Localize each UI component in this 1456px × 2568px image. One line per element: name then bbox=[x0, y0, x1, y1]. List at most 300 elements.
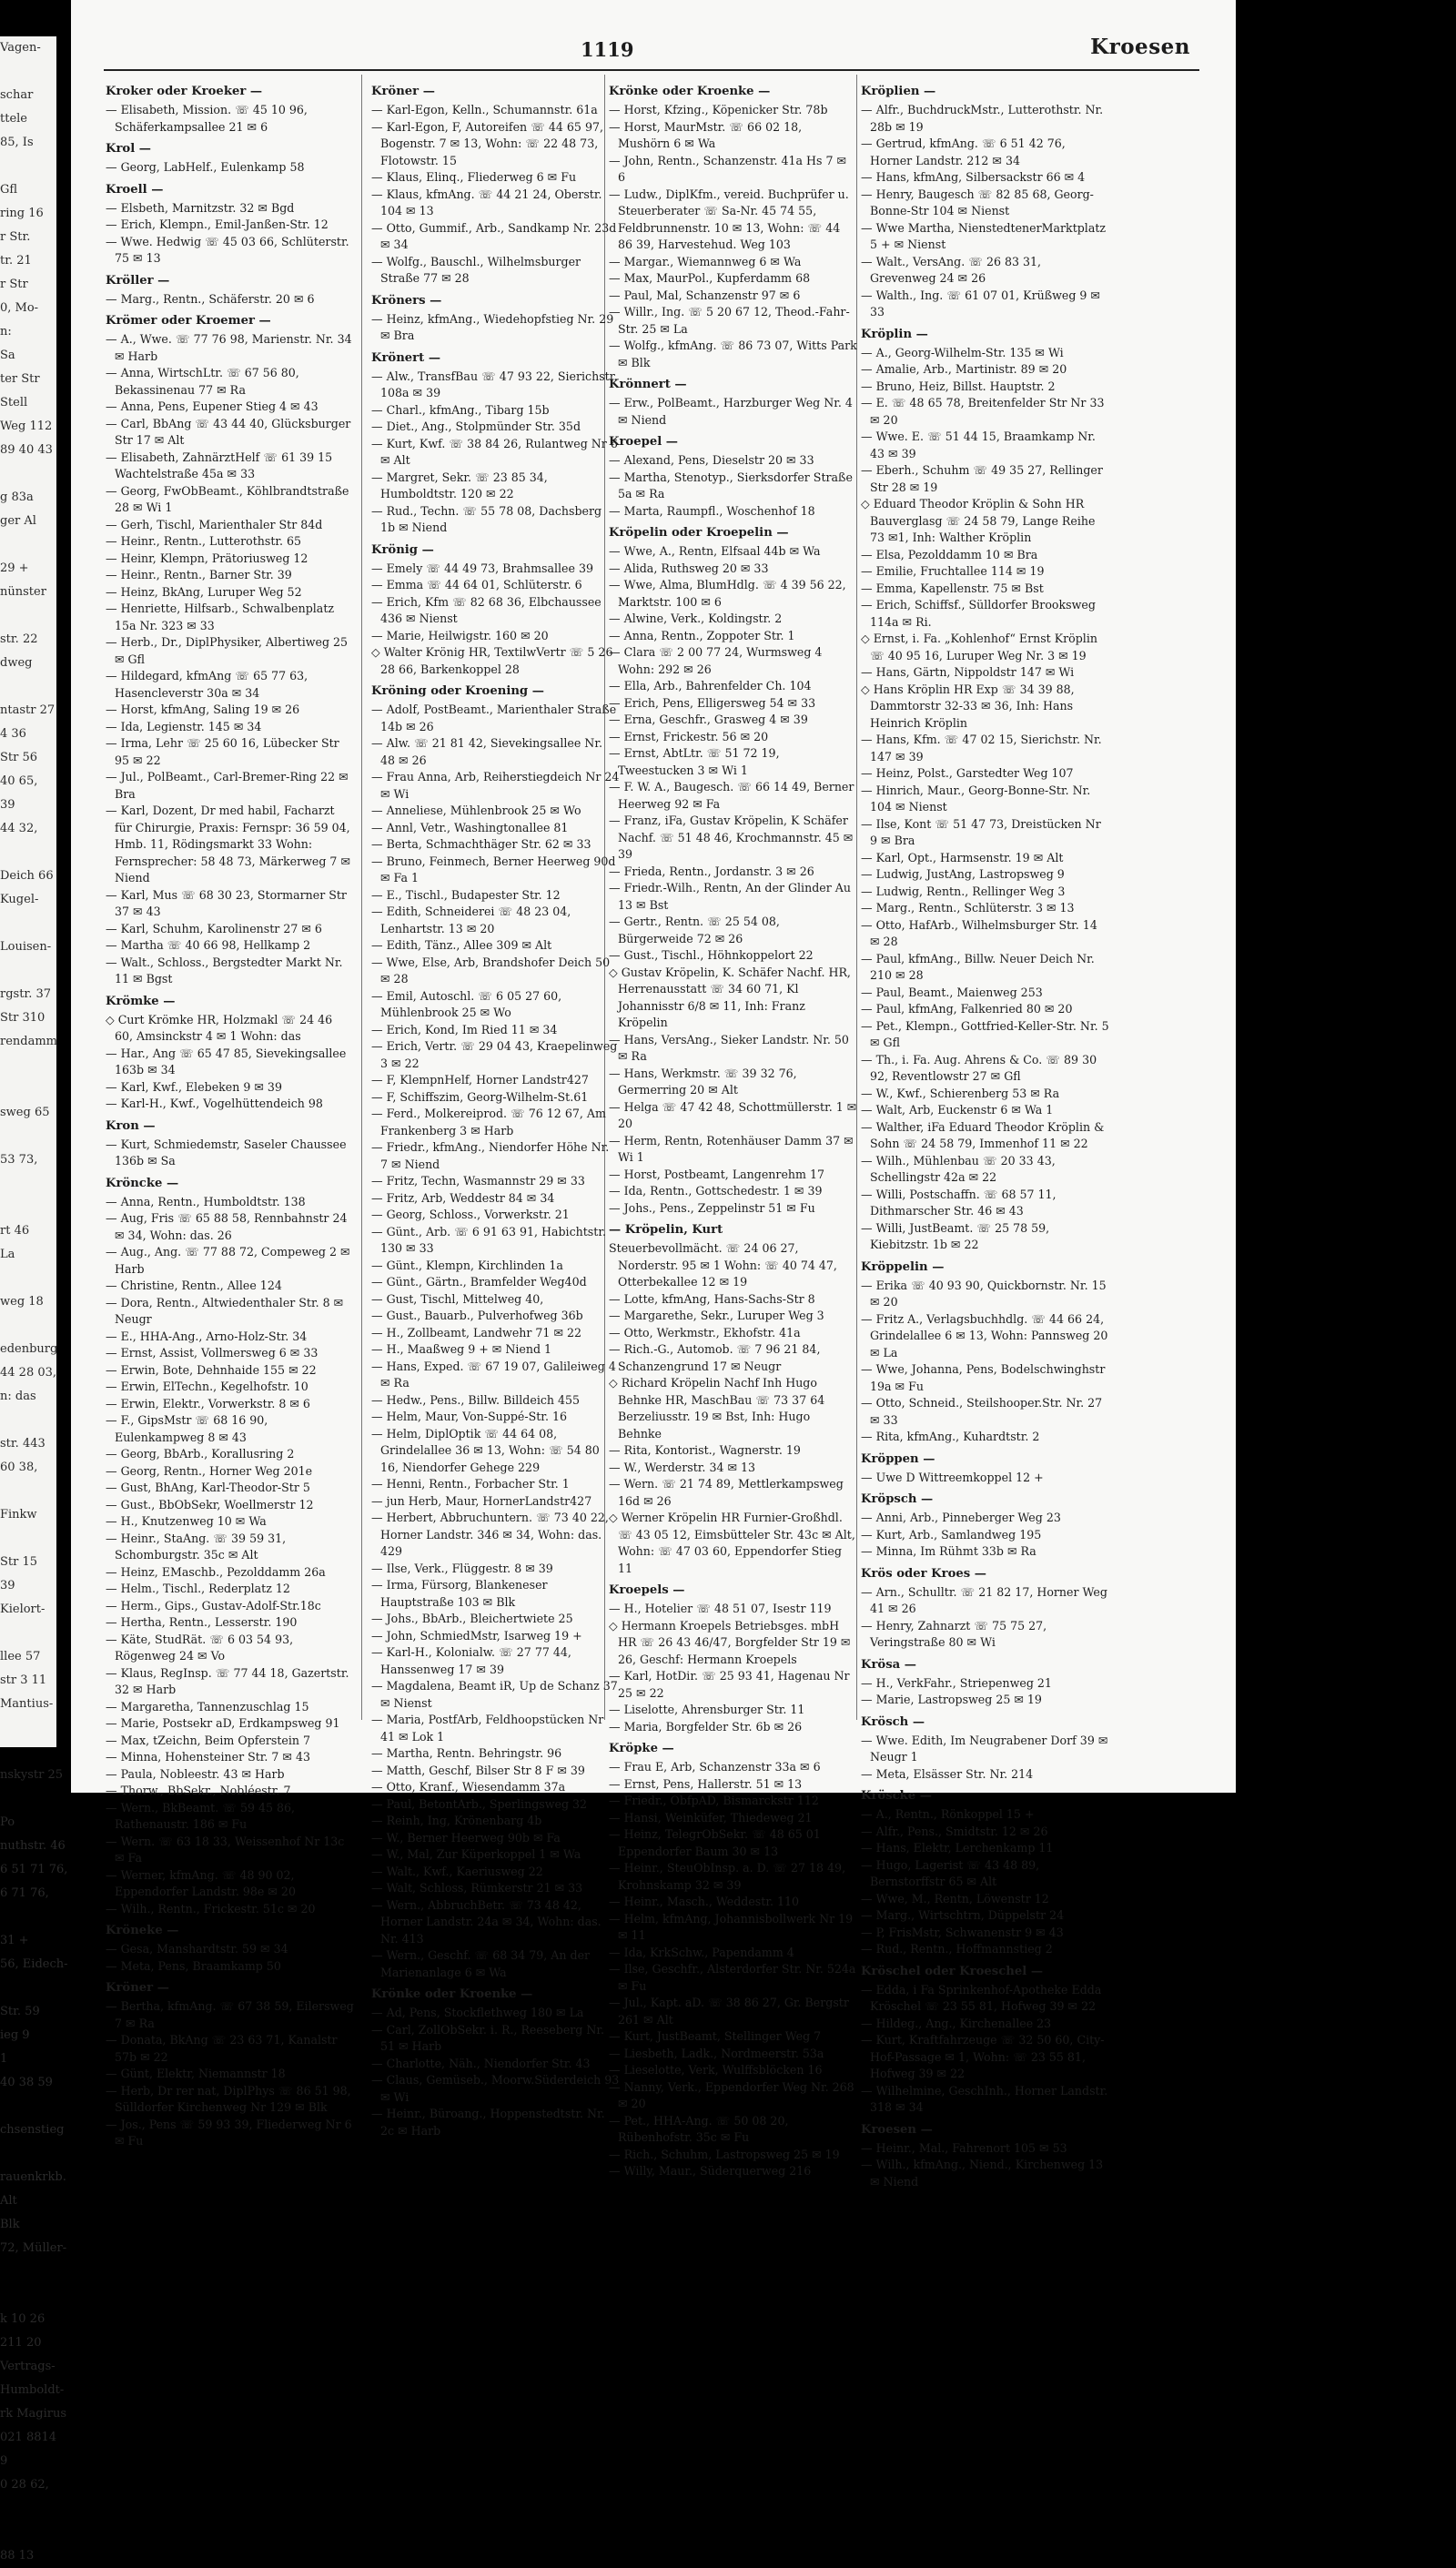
directory-entry: — Günt., Klempn, Kirchlinden 1a bbox=[371, 1258, 563, 1272]
adjacent-page-fragment: Humboldt- bbox=[0, 2383, 65, 2397]
directory-entry: — Lieselotte, Verk, Wulffsblöcken 16 bbox=[609, 2063, 823, 2077]
adjacent-page-fragment: 4 36 bbox=[0, 727, 26, 741]
directory-entry: — Erw., PolBeamt., Harzburger Weg Nr. 4 ✉ Niend bbox=[609, 396, 853, 427]
adjacent-page-fragment: Kugel- bbox=[0, 893, 39, 906]
directory-entry: — Henriette, Hilfsarb., Schwalbenplatz 15a Nr. 323 ✉ 33 bbox=[106, 602, 335, 632]
directory-entry: — Willi, Postschaffn. ☏ 68 57 11, Dithmarscher Str. 46 ✉ 43 bbox=[861, 1187, 1057, 1218]
directory-entry: — Johs., BbArb., Bleichertwiete 25 bbox=[371, 1612, 573, 1625]
directory-entry: — Otto, Gummif., Arb., Sandkamp Nr. 23d ✉ 34 bbox=[371, 220, 617, 251]
directory-entry: — Ernst, Assist, Vollmersweg 6 ✉ 33 bbox=[106, 1346, 318, 1360]
directory-entry: — Anna, Rentn., Zoppoter Str. 1 bbox=[609, 628, 795, 642]
adjacent-page-fragment: 6 71 76, bbox=[0, 1886, 49, 1900]
adjacent-page-fragment: 60 38, bbox=[0, 1461, 38, 1474]
directory-entry: — Gerh, Tischl, Marienthaler Str 84d bbox=[106, 517, 323, 531]
directory-entry: — Liselotte, Ahrensburger Str. 11 bbox=[609, 1703, 805, 1716]
directory-entry: — Heinr., Büroang., Hoppenstedtstr. Nr. 2c ✉ Harb bbox=[371, 2107, 605, 2138]
adjacent-page-fragment: Gfl bbox=[0, 183, 18, 197]
directory-entry: ◇ Hermann Kroepels Betriebsges. mbH HR ☏ 26 43 46/47, Borgfelder Str 19 ✉ 26, Geschf: Hermann Kroepels bbox=[609, 1618, 851, 1666]
directory-entry: — Ilse, Verk., Flüggestr. 8 ✉ 39 bbox=[371, 1561, 553, 1575]
directory-entry: — Berta, Schmachthäger Str. 62 ✉ 33 bbox=[371, 837, 592, 851]
surname-heading: Kröner — bbox=[106, 1981, 169, 1995]
surname-heading: Krös oder Kroes — bbox=[861, 1566, 986, 1581]
directory-entry: — Hans, VersAng., Sieker Landstr. Nr. 50 ✉ Ra bbox=[609, 1032, 849, 1063]
adjacent-page-fragment: Weg 112 bbox=[0, 420, 53, 433]
directory-entry: — Wilh., Mühlenbau ☏ 20 33 43, Schellingstr 42a ✉ 22 bbox=[861, 1153, 1056, 1184]
directory-entry: — Walt., VersAng. ☏ 26 83 31, Grevenweg 24 ✉ 26 bbox=[861, 254, 1042, 285]
directory-entry: ◇ Richard Kröpelin Nachf Inh Hugo Behnke HR, MaschBau ☏ 73 37 64 Berzeliusstr. 19 ✉ Bst, Inh: Hugo Behnke bbox=[609, 1376, 825, 1441]
adjacent-page-fragment: Blk bbox=[0, 2218, 20, 2231]
directory-entry: — Günt., Gärtn., Bramfelder Weg40d bbox=[371, 1275, 587, 1289]
directory-entry: — Otto, HafArb., Wilhelmsburger Str. 14 ✉ 28 bbox=[861, 917, 1097, 948]
directory-entry: — Wilh., kfmAng., Niend., Kirchenweg 13 ✉ Niend bbox=[861, 2158, 1104, 2189]
directory-entry: — Helm, kfmAng, Johannisbollwerk Nr 19 ✉ 11 bbox=[609, 1911, 854, 1942]
adjacent-page-fragment: rgstr. 37 bbox=[0, 987, 52, 1001]
directory-entry: — Kurt, Arb., Samlandweg 195 bbox=[861, 1527, 1042, 1542]
directory-entry: — Alw., TransfBau ☏ 47 93 22, Sierichstr. 108a ✉ 39 bbox=[371, 369, 618, 399]
directory-entry: — P, FrisMstr, Schwanenstr 9 ✉ 43 bbox=[861, 1925, 1064, 1939]
directory-entry: — Ilse, Geschfr., Alsterdorfer Str. Nr. 524a ✉ Fu bbox=[609, 1962, 856, 1993]
directory-entry: — Dora, Rentn., Altwiedenthaler Str. 8 ✉ Neugr bbox=[106, 1295, 344, 1326]
directory-entry: — Aug., Ang. ☏ 77 88 72, Compeweg 2 ✉ Harb bbox=[106, 1245, 350, 1276]
directory-entry: — Edda, i Fa Sprinkenhof-Apotheke Edda Kröschel ☏ 23 55 81, Hofweg 39 ✉ 22 bbox=[861, 1982, 1102, 2013]
directory-column-2 bbox=[371, 78, 620, 2138]
directory-entry: — Gertr., Rentn. ☏ 25 54 08, Bürgerweide 72 ✉ 26 bbox=[609, 915, 780, 945]
surname-heading: Krösch — bbox=[861, 1714, 925, 1729]
directory-entry: — Annl, Vetr., Washingtonallee 81 bbox=[371, 820, 569, 834]
directory-entry: — Wilh., Rentn., Frickestr. 51c ✉ 20 bbox=[106, 1901, 316, 1916]
directory-entry: — Wern., BkBeamt. ☏ 59 45 86, Rathenaustr. 186 ✉ Fu bbox=[106, 1800, 296, 1831]
directory-entry: — Charlotte, Näh., Niendorfer Str. 43 bbox=[371, 2056, 591, 2070]
directory-entry: — Rud., Techn. ☏ 55 78 08, Dachsberg 1b ✉ Niend bbox=[371, 503, 602, 534]
directory-entry: — Eberh., Schuhm ☏ 49 35 27, Rellinger Str 28 ✉ 19 bbox=[861, 463, 1103, 494]
directory-entry: — Rita, Kontorist., Wagnerstr. 19 bbox=[609, 1443, 801, 1457]
directory-entry: — Kurt, Schmiedemstr, Saseler Chaussee 136b ✉ Sa bbox=[106, 1137, 347, 1168]
directory-entry: — Emilie, Fruchtallee 114 ✉ 19 bbox=[861, 564, 1045, 578]
directory-entry: — Walt, Arb, Euckenstr 6 ✉ Wa 1 bbox=[861, 1103, 1054, 1117]
adjacent-page-fragment: 021 8814 bbox=[0, 2431, 57, 2444]
directory-entry: — Karl, Mus ☏ 68 30 23, Stormarner Str 37 ✉ 43 bbox=[106, 887, 347, 918]
directory-entry: — Kurt, Kwf. ☏ 38 84 26, Rulantweg Nr 6 ✉ Alt bbox=[371, 436, 618, 467]
surname-heading: Kroesen — bbox=[861, 2122, 933, 2137]
directory-entry: — Friedr.-Wilh., Rentn, An der Glinder Au 13 ✉ Bst bbox=[609, 881, 851, 912]
directory-entry: — Wwe, Else, Arb, Brandshofer Deich 50 ✉ 28 bbox=[371, 955, 611, 986]
directory-entry: — Elisabeth, Mission. ☏ 45 10 96, Schäferkampsallee 21 ✉ 6 bbox=[106, 103, 308, 134]
surname-heading: Kröncke — bbox=[106, 1176, 179, 1190]
adjacent-page-fragment bbox=[0, 1054, 56, 1077]
adjacent-page-fragment: str 3 11 bbox=[0, 1673, 47, 1687]
adjacent-page-fragment bbox=[0, 60, 56, 84]
directory-entry: — Heinr, Klempn, Prätoriusweg 12 bbox=[106, 551, 308, 565]
directory-entry: — Rud., Rentn., Hoffmannstieg 2 bbox=[861, 1942, 1053, 1956]
directory-entry: — Georg, Schloss., Vorwerkstr. 21 bbox=[371, 1208, 570, 1221]
directory-entry: — Bertha, kfmAng. ☏ 67 38 59, Eilersweg 7 ✉ Ra bbox=[106, 1999, 354, 2030]
directory-entry: — Matth, Geschf, Bilser Str 8 F ✉ 39 bbox=[371, 1763, 585, 1777]
adjacent-page-fragment: r Str. bbox=[0, 230, 31, 244]
adjacent-page-fragment: str. 22 bbox=[0, 632, 38, 646]
adjacent-page-fragment: weg 18 bbox=[0, 1295, 44, 1309]
directory-entry: — Maria, PostfArb, Feldhoopstücken Nr 41 ✉ Lok 1 bbox=[371, 1713, 604, 1744]
directory-entry: — Martha ☏ 40 66 98, Hellkamp 2 bbox=[106, 938, 311, 952]
directory-entry: — Har., Ang ☏ 65 47 85, Sievekingsallee 163b ✉ 34 bbox=[106, 1046, 347, 1077]
adjacent-page-fragment: 0 28 62, bbox=[0, 2478, 49, 2492]
directory-entry: — Ludw., DiplKfm., vereid. Buchprüfer u. Steuerberater ☏ Sa-Nr. 45 74 55, Feldbrunnenstr. 10 ✉ 13, Wohn: ☏ 44 86 39, Harvestehud. Weg 103 bbox=[609, 187, 849, 251]
directory-entry: — Claus, Gemüseb., Moorw.Süderdeich 93 ✉ Wi bbox=[371, 2073, 620, 2104]
page-number: 1119 bbox=[581, 38, 634, 61]
directory-entry: — Heinr., Rentn., Barner Str. 39 bbox=[106, 568, 292, 581]
directory-entry: — Johs., Pens., Zeppelinstr 51 ✉ Fu bbox=[609, 1200, 815, 1215]
adjacent-page-fragment: edenburg bbox=[0, 1342, 58, 1356]
directory-entry: — Horst, Kfzing., Köpenicker Str. 78b bbox=[609, 103, 828, 116]
directory-entry: — Paul, kfmAng, Falkenried 80 ✉ 20 bbox=[861, 1002, 1073, 1016]
directory-entry: — Heinz, BkAng, Luruper Weg 52 bbox=[106, 584, 302, 599]
directory-entry: — Walth., Ing. ☏ 61 07 01, Krüßweg 9 ✉ 33 bbox=[861, 288, 1100, 318]
directory-entry: — Rich., Schuhm, Lastropsweg 25 ✉ 19 bbox=[609, 2147, 840, 2161]
directory-entry: — Walt, Schloss, Rümkerstr 21 ✉ 33 bbox=[371, 1881, 583, 1895]
directory-entry: — Minna, Im Rühmt 33b ✉ Ra bbox=[861, 1544, 1036, 1558]
surname-heading: Kröscke — bbox=[861, 1789, 932, 1803]
directory-entry: — Jul., Kapt. aD. ☏ 38 86 27, Gr. Bergstr 261 ✉ Alt bbox=[609, 1996, 849, 2027]
directory-entry: — Elisabeth, ZahnärztHelf ☏ 61 39 15 Wachtelstraße 45a ✉ 33 bbox=[106, 450, 333, 480]
directory-entry: — Ida, KrkSchw., Papendamm 4 bbox=[609, 1945, 794, 1959]
adjacent-page-fragment bbox=[0, 959, 56, 983]
directory-entry: — Frau Anna, Arb, Reiherstiegdeich Nr 24 ✉ Wi bbox=[371, 770, 620, 801]
directory-entry: — Marta, Raumpfl., Woschenhof 18 bbox=[609, 503, 815, 518]
directory-entry: — Herm, Rentn, Rotenhäuser Damm 37 ✉ Wi 1 bbox=[609, 1133, 854, 1164]
directory-entry: — Marie, Lastropsweg 25 ✉ 19 bbox=[861, 1693, 1042, 1706]
directory-entry: — Ida, Legienstr. 145 ✉ 34 bbox=[106, 719, 262, 733]
directory-entry: — F. W. A., Baugesch. ☏ 66 14 49, Berner Heerweg 92 ✉ Fa bbox=[609, 780, 854, 811]
directory-entry: — Gust., Tischl., Höhnkoppelort 22 bbox=[609, 948, 814, 962]
directory-entry: — Henry, Zahnarzt ☏ 75 75 27, Veringstraße 80 ✉ Wi bbox=[861, 1618, 1047, 1649]
directory-entry: — Meta, Elsässer Str. Nr. 214 bbox=[861, 1766, 1034, 1781]
directory-entry: — Willr., Ing. ☏ 5 20 67 12, Theod.-Fahr-Str. 25 ✉ La bbox=[609, 305, 850, 336]
directory-entry: — Ludwig, JustAng, Lastropsweg 9 bbox=[861, 867, 1065, 881]
directory-entry: — Ilse, Kont ☏ 51 47 73, Dreistücken Nr 9 ✉ Bra bbox=[861, 816, 1101, 847]
directory-column-1 bbox=[106, 78, 354, 2148]
directory-entry: — Wwe. Edith, Im Neugrabener Dorf 39 ✉ Neugr 1 bbox=[861, 1733, 1108, 1764]
directory-entry: — Alida, Ruthsweg 20 ✉ 33 bbox=[609, 561, 769, 575]
directory-entry: — Helm, Maur, Von-Suppé-Str. 16 bbox=[371, 1410, 567, 1423]
directory-entry: — Günt, Elektr, Niemannstr 18 bbox=[106, 2067, 286, 2080]
directory-entry: — Willi, JustBeamt. ☏ 25 78 59, Kiebitzstr. 1b ✉ 22 bbox=[861, 1220, 1050, 1251]
directory-entry: — Hans, Elektr, Lerchenkamp 11 bbox=[861, 1841, 1054, 1855]
directory-entry: — Maria, Borgfelder Str. 6b ✉ 26 bbox=[609, 1719, 803, 1734]
adjacent-page-fragment: n: bbox=[0, 325, 12, 339]
directory-entry: — Bruno, Heiz, Billst. Hauptstr. 2 bbox=[861, 379, 1056, 393]
directory-entry: — Erich, Pens, Elligersweg 54 ✉ 33 bbox=[609, 695, 816, 710]
adjacent-page-fragment bbox=[0, 462, 56, 486]
directory-entry: — Karl-H., Kwf., Vogelhüttendeich 98 bbox=[106, 1097, 323, 1110]
directory-entry: — Hans, Exped. ☏ 67 19 07, Galileiweg 4 ✉ Ra bbox=[371, 1359, 616, 1390]
directory-entry: — Gust., BbObSekr, Woellmerstr 12 bbox=[106, 1497, 314, 1511]
surname-heading: Kröller — bbox=[106, 273, 170, 288]
adjacent-page-fragment: str. 443 bbox=[0, 1437, 46, 1451]
directory-entry: — Helga ☏ 47 42 48, Schottmüllerstr. 1 ✉ 20 bbox=[609, 1099, 857, 1130]
adjacent-page-fragment bbox=[0, 1267, 56, 1290]
adjacent-page-fragment: schar bbox=[0, 88, 34, 102]
adjacent-page-fragment bbox=[0, 2142, 56, 2166]
adjacent-page-fragment: ntastr 27 bbox=[0, 703, 56, 717]
directory-entry: — Ludwig, Rentn., Rellinger Weg 3 bbox=[861, 884, 1066, 898]
adjacent-page-fragment: 56, Eidech- bbox=[0, 1957, 68, 1971]
adjacent-page-fragment bbox=[0, 1480, 56, 1503]
directory-entry: — Martha, Stenotyp., Sierksdorfer Straße 5a ✉ Ra bbox=[609, 470, 853, 500]
adjacent-page-fragment: Str. 59 bbox=[0, 2005, 40, 2018]
directory-entry: — Frau E, Arb, Schanzenstr 33a ✉ 6 bbox=[609, 1760, 821, 1774]
directory-entry: — Jos., Pens ☏ 59 93 39, Fliederweg Nr 6 ✉ Fu bbox=[106, 2117, 352, 2148]
adjacent-page-fragment bbox=[0, 2095, 56, 2118]
adjacent-page-fragment bbox=[0, 1077, 56, 1101]
adjacent-page-fragment: nuthstr. 46 bbox=[0, 1839, 66, 1853]
adjacent-page-fragment: Kielort- bbox=[0, 1602, 46, 1616]
surname-heading: Kröners — bbox=[371, 293, 442, 308]
directory-entry: — Wern. ☏ 63 18 33, Weissenhof Nr 13c ✉ Fa bbox=[106, 1834, 345, 1865]
directory-entry: — A., Rentn., Rönkoppel 15 + bbox=[861, 1807, 1035, 1821]
directory-entry: — Margret, Sekr. ☏ 23 85 34, Humboldtstr. 120 ✉ 22 bbox=[371, 470, 548, 500]
surname-heading: Kröner — bbox=[371, 85, 435, 98]
adjacent-page-fragment: 40 65, bbox=[0, 774, 38, 788]
surname-heading: Kröpsch — bbox=[861, 1492, 934, 1506]
adjacent-page-fragment: dweg bbox=[0, 656, 33, 670]
directory-entry: — Friedr., kfmAng., Niendorfer Höhe Nr. 7 ✉ Niend bbox=[371, 1140, 610, 1171]
directory-entry: — Hedw., Pens., Billw. Billdeich 455 bbox=[371, 1392, 581, 1407]
directory-entry: — Marie, Postsekr aD, Erdkampsweg 91 bbox=[106, 1716, 340, 1730]
directory-entry: — Georg, FwObBeamt., Köhlbrandtstraße 28 ✉ Wi 1 bbox=[106, 483, 349, 514]
directory-entry: — H., Hotelier ☏ 48 51 07, Isestr 119 bbox=[609, 1602, 832, 1615]
directory-entry: — F, KlempnHelf, Horner Landstr427 bbox=[371, 1073, 589, 1087]
directory-entry: — Bruno, Feinmech, Berner Heerweg 90d ✉ Fa 1 bbox=[371, 854, 616, 885]
adjacent-page-fragment: ieg 9 bbox=[0, 2028, 30, 2042]
adjacent-page-fragment: ttele bbox=[0, 112, 27, 126]
surname-heading: Kröneke — bbox=[106, 1924, 179, 1937]
directory-entry: — Heinr., StaAng. ☏ 39 59 31, Schomburgstr. 35c ✉ Alt bbox=[106, 1531, 287, 1562]
surname-heading: Kröppelin — bbox=[861, 1259, 945, 1274]
directory-entry: — Wern., AbbruchBetr. ☏ 73 48 42, Horner Landstr. 24a ✉ 34, Wohn: das. Nr. 413 bbox=[371, 1897, 602, 1946]
directory-entry: — Fritz, Arb, Weddestr 84 ✉ 34 bbox=[371, 1190, 555, 1205]
adjacent-page-fragment: 88 13 bbox=[0, 2549, 35, 2563]
directory-entry: — Herb., Dr., DiplPhysiker, Albertiweg 25 ✉ Gfl bbox=[106, 635, 349, 666]
directory-entry: — Gust, Tischl, Mittelweg 40, bbox=[371, 1291, 544, 1306]
adjacent-page-fragment bbox=[0, 1409, 56, 1432]
directory-entry: — Otto, Schneid., Steilshooper.Str. Nr. 27 ✉ 33 bbox=[861, 1396, 1103, 1427]
directory-entry: — H., Maaßweg 9 + ✉ Niend 1 bbox=[371, 1342, 552, 1356]
directory-entry: — Charl., kfmAng., Tibarg 15b bbox=[371, 402, 550, 417]
directory-entry: — Rich.-G., Automob. ☏ 7 96 21 84, Schanzengrund 17 ✉ Neugr bbox=[609, 1342, 821, 1373]
directory-entry: — Willy, Maur., Süderquerweg 216 bbox=[609, 2164, 812, 2178]
directory-entry: — Anna, Rentn., Humboldtstr. 138 bbox=[106, 1194, 306, 1208]
directory-entry: — Liesbeth, Ladk., Nordmeerstr. 53a bbox=[609, 2046, 824, 2060]
adjacent-page-fragment: 40 38 59 bbox=[0, 2076, 53, 2089]
running-header: Kroesen bbox=[1090, 35, 1190, 59]
directory-entry: — Wwe. Hedwig ☏ 45 03 66, Schlüterstr. 75 ✉ 13 bbox=[106, 234, 349, 265]
directory-entry: — Arn., Schulltr. ☏ 21 82 17, Horner Weg 41 ✉ 26 bbox=[861, 1584, 1107, 1615]
directory-entry: — Gust., Bauarb., Pulverhofweg 36b bbox=[371, 1309, 583, 1322]
directory-entry: — Gust, BhAng, Karl-Theodor-Str 5 bbox=[106, 1481, 310, 1494]
directory-entry: — Erich, Kfm ☏ 82 68 36, Elbchaussee 436 ✉ Nienst bbox=[371, 594, 602, 625]
directory-entry: — Aug, Fris ☏ 65 88 58, Rennbahnstr 24 ✉ 34, Wohn: das. 26 bbox=[106, 1211, 348, 1242]
directory-entry: — Lotte, kfmAng, Hans-Sachs-Str 8 bbox=[609, 1291, 815, 1306]
directory-entry: — Gertrud, kfmAng. ☏ 6 51 42 76, Horner Landstr. 212 ✉ 34 bbox=[861, 136, 1066, 167]
directory-entry: — Hans, Werkmstr. ☏ 39 32 76, Germerring 20 ✉ Alt bbox=[609, 1066, 797, 1097]
surname-heading: Kroepel — bbox=[609, 435, 678, 449]
directory-entry: — Emma ☏ 44 64 01, Schlüterstr. 6 bbox=[371, 578, 582, 591]
surname-heading: Krönig — bbox=[371, 542, 434, 557]
directory-entry: — Margarethe, Sekr., Luruper Weg 3 bbox=[609, 1309, 824, 1322]
directory-entry: — Emma, Kapellenstr. 75 ✉ Bst bbox=[861, 581, 1044, 595]
directory-entry: — Heinz, TelegrObSekr. ☏ 48 65 01 Eppendorfer Baum 30 ✉ 13 bbox=[609, 1827, 821, 1858]
directory-entry: — Georg, BbArb., Korallusring 2 bbox=[106, 1447, 295, 1461]
directory-entry: — Marie, Heilwigstr. 160 ✉ 20 bbox=[371, 628, 549, 642]
adjacent-page-fragment bbox=[0, 1787, 56, 1811]
adjacent-page-fragment: 85, Is bbox=[0, 136, 34, 149]
adjacent-page-fragment: Vagen- bbox=[0, 41, 41, 55]
directory-entry: — Kurt, JustBeamt, Stellinger Weg 7 bbox=[609, 2029, 822, 2043]
adjacent-page-fragment bbox=[0, 1622, 56, 1645]
directory-entry: — Paul, Mal, Schanzenstr 97 ✉ 6 bbox=[609, 288, 801, 302]
adjacent-page-fragment: Mantius- bbox=[0, 1697, 54, 1711]
directory-entry: — Franz, iFa, Gustav Kröpelin, K Schäfer Nachf. ☏ 51 48 46, Krochmannstr. 45 ✉ 39 bbox=[609, 814, 854, 861]
adjacent-page-fragment: chsenstieg bbox=[0, 2123, 65, 2137]
directory-entry: — Karl, Opt., Harmsenstr. 19 ✉ Alt bbox=[861, 850, 1064, 864]
adjacent-page-strip bbox=[0, 36, 68, 2563]
directory-entry: ◇ Ernst, i. Fa. „Kohlenhof“ Ernst Kröplin ☏ 40 95 16, Luruper Weg Nr. 3 ✉ 19 bbox=[861, 632, 1097, 662]
directory-entry: — Margaretha, Tannenzuschlag 15 bbox=[106, 1699, 309, 1714]
directory-entry: — Hildegard, kfmAng ☏ 65 77 63, Hasencleverstr 30a ✉ 34 bbox=[106, 669, 308, 700]
directory-entry: — W., Werderstr. 34 ✉ 13 bbox=[609, 1460, 756, 1474]
directory-entry: — Rita, kfmAng., Kuhardtstr. 2 bbox=[861, 1430, 1040, 1443]
directory-entry: — W., Mal, Zur Küperkoppel 1 ✉ Wa bbox=[371, 1847, 581, 1861]
directory-entry: — Meta, Pens, Braamkamp 50 bbox=[106, 1958, 281, 1973]
adjacent-page-fragment: Str 56 bbox=[0, 751, 38, 764]
adjacent-page-fragment: Sa bbox=[0, 349, 15, 362]
directory-entry: — A., Georg-Wilhelm-Str. 135 ✉ Wi bbox=[861, 345, 1064, 359]
adjacent-page-fragment: 9 bbox=[0, 2454, 8, 2468]
directory-entry: — Wwe, A., Rentn, Elfsaal 44b ✉ Wa bbox=[609, 544, 821, 558]
directory-entry: — Helm, DiplOptik ☏ 44 64 08, Grindelallee 36 ✉ 13, Wohn: ☏ 54 80 16, Niendorfer Gehege 229 bbox=[371, 1426, 600, 1474]
directory-entry: — Wilhelmine, GeschInh., Horner Landstr. 318 ✉ 34 bbox=[861, 2083, 1108, 2114]
surname-heading: Kroker oder Kroeker — bbox=[106, 85, 263, 98]
directory-entry: — Horst, kfmAng, Saling 19 ✉ 26 bbox=[106, 703, 300, 716]
directory-entry: — Hertha, Rentn., Lesserstr. 190 bbox=[106, 1615, 298, 1629]
directory-entry: — Erwin, Bote, Dehnhaide 155 ✉ 22 bbox=[106, 1362, 317, 1377]
surname-heading: — Kröpelin, Kurt bbox=[609, 1223, 723, 1237]
adjacent-page-fragment: sweg 65 bbox=[0, 1106, 50, 1119]
directory-entry: — Heinz, EMaschb., Pezolddamm 26a bbox=[106, 1564, 326, 1579]
directory-entry: — W., Kwf., Schierenberg 53 ✉ Ra bbox=[861, 1086, 1060, 1100]
adjacent-page-fragment bbox=[0, 1527, 56, 1551]
surname-heading: Kroell — bbox=[106, 182, 164, 197]
directory-entry: — Alw. ☏ 21 81 42, Sievekingsallee Nr. 48 ✉ 26 bbox=[371, 736, 602, 767]
directory-entry: ◇ Walter Krönig HR, TextilwVertr ☏ 5 26 28 66, Barkenkoppel 28 bbox=[371, 645, 613, 676]
adjacent-page-fragment bbox=[0, 912, 56, 935]
adjacent-page-fragment: llee 57 bbox=[0, 1650, 41, 1663]
adjacent-page-fragment: 29 + bbox=[0, 561, 29, 575]
directory-entry: — Herb, Dr rer nat, DiplPhys ☏ 86 51 98, Sülldorfer Kirchenweg Nr 129 ✉ Blk bbox=[106, 2083, 351, 2114]
directory-entry: — E., Tischl., Budapester Str. 12 bbox=[371, 887, 561, 902]
directory-entry: — Ella, Arb., Bahrenfelder Ch. 104 bbox=[609, 679, 812, 693]
directory-entry: — John, SchmiedMstr, Isarweg 19 + bbox=[371, 1628, 582, 1643]
directory-entry: — Anni, Arb., Pinneberger Weg 23 bbox=[861, 1511, 1061, 1524]
directory-entry: — Käte, StudRät. ☏ 6 03 54 93, Rögenweg 24 ✉ Vo bbox=[106, 1632, 294, 1663]
directory-entry: — Alfr., BuchdruckMstr., Lutterothstr. Nr. 28b ✉ 19 bbox=[861, 103, 1104, 134]
directory-entry: — Otto, Werkmstr., Ekhofstr. 41a bbox=[609, 1325, 801, 1340]
directory-entry: — Karl-Egon, Kelln., Schumannstr. 61a bbox=[371, 103, 598, 116]
directory-entry: — Ernst, Frickestr. 56 ✉ 20 bbox=[609, 729, 769, 743]
directory-entry: — Georg, LabHelf., Eulenkamp 58 bbox=[106, 160, 305, 174]
adjacent-page-fragment bbox=[0, 1314, 56, 1338]
adjacent-page-fragment bbox=[0, 675, 56, 699]
directory-entry: — Erich, Klempn., Emil-Janßen-Str. 12 bbox=[106, 217, 329, 231]
adjacent-page-fragment: ger Al bbox=[0, 514, 36, 528]
directory-entry: — Erwin, Elektr., Vorwerkstr. 8 ✉ 6 bbox=[106, 1396, 310, 1410]
directory-entry: — Emely ☏ 44 49 73, Brahmsallee 39 bbox=[371, 561, 593, 575]
adjacent-page-fragment: nskystr 25 bbox=[0, 1768, 64, 1782]
directory-entry: — Pet., HHA-Ang. ☏ 50 08 20, Rübenhofstr. 35c ✉ Fu bbox=[609, 2113, 789, 2144]
directory-entry: — H., VerkFahr., Striepenweg 21 bbox=[861, 1675, 1052, 1690]
directory-entry: — Erich, Schiffsf., Sülldorfer Brooksweg 114a ✉ Ri. bbox=[861, 598, 1096, 629]
directory-entry: ◇ Eduard Theodor Kröplin & Sohn HR Bauverglasg ☏ 24 58 79, Lange Reihe 73 ✉1, Inh: Walther Kröplin bbox=[861, 497, 1096, 544]
directory-entry: — Clara ☏ 2 00 77 24, Wurmsweg 4 Wohn: 292 ✉ 26 bbox=[609, 645, 823, 676]
directory-entry: ◇ Hans Kröplin HR Exp ☏ 34 39 88, Dammtorstr 32-33 ✉ 36, Inh: Hans Heinrich Kröplin bbox=[861, 682, 1075, 730]
adjacent-page-fragment: 89 40 43 bbox=[0, 443, 53, 457]
directory-entry: — Marg., Rentn., Schlüterstr. 3 ✉ 13 bbox=[861, 901, 1075, 915]
directory-entry: — Karl, HotDir. ☏ 25 93 41, Hagenau Nr 25 ✉ 22 bbox=[609, 1669, 850, 1700]
directory-entry: — Elsbeth, Marnitzstr. 32 ✉ Bgd bbox=[106, 200, 295, 215]
surname-heading: Krönke oder Kroenke — bbox=[371, 1987, 533, 2001]
directory-entry: — H., Knutzenweg 10 ✉ Wa bbox=[106, 1514, 267, 1528]
directory-entry: — Heinz, kfmAng., Wiedehopfstieg Nr. 29 ✉ Bra bbox=[371, 311, 614, 342]
surname-heading: Kröplien — bbox=[861, 85, 936, 98]
adjacent-page-fragment: 44 32, bbox=[0, 822, 38, 835]
directory-entry: — Heinz, Polst., Garstedter Weg 107 bbox=[861, 766, 1074, 780]
directory-entry: — Heinr., SteuObInsp. a. D. ☏ 27 18 49, Krohnskamp 32 ✉ 39 bbox=[609, 1861, 846, 1892]
adjacent-page-fragment bbox=[0, 1196, 56, 1219]
directory-entry: — E. ☏ 48 65 78, Breitenfelder Str Nr 33 ✉ 20 bbox=[861, 396, 1105, 427]
surname-heading: Kröpelin oder Kroepelin — bbox=[609, 526, 789, 540]
directory-entry: — Herbert, Abbruchuntern. ☏ 73 40 22, Horner Landstr. 346 ✉ 34, Wohn: das. 429 bbox=[371, 1511, 609, 1558]
adjacent-page-fragment: 39 bbox=[0, 798, 15, 812]
directory-entry: — Christine, Rentn., Allee 124 bbox=[106, 1279, 282, 1292]
directory-entry: — Friedr., ObfpAD, Bismarckstr 112 bbox=[609, 1794, 819, 1807]
directory-entry: — Werner, kfmAng. ☏ 48 90 02, Eppendorfer Landstr. 98e ✉ 20 bbox=[106, 1867, 296, 1898]
directory-entry: ◇ Gustav Kröpelin, K. Schäfer Nachf. HR, Herrenausstatt ☏ 34 60 71, Kl Johannisstr 6/8 ✉ 11, Inh: Franz Kröpelin bbox=[609, 965, 851, 1029]
surname-heading: Kröplin — bbox=[861, 327, 928, 341]
directory-entry: — Anna, Pens, Eupener Stieg 4 ✉ 43 bbox=[106, 399, 318, 413]
directory-entry: — Paul, Beamt., Maienweg 253 bbox=[861, 985, 1043, 999]
directory-entry: — Erika ☏ 40 93 90, Quickbornstr. Nr. 15 ✉ 20 bbox=[861, 1278, 1107, 1309]
directory-entry: — Wolfg., kfmAng. ☏ 86 73 07, Witts Park ✉ Blk bbox=[609, 339, 857, 369]
directory-entry: — Donata, BkAng ☏ 23 63 71, Kanalstr 57b ✉ 22 bbox=[106, 2033, 338, 2064]
directory-entry: — John, Rentn., Schanzenstr. 41a Hs 7 ✉ 6 bbox=[609, 153, 847, 184]
directory-entry: — Anneliese, Mühlenbrook 25 ✉ Wo bbox=[371, 804, 581, 817]
directory-entry: — Karl-Egon, F, Autoreifen ☏ 44 65 97, Bogenstr. 7 ✉ 13, Wohn: ☏ 22 48 73, Flotowstr. 15 bbox=[371, 119, 603, 167]
directory-entry: — Martha, Rentn. Behringstr. 96 bbox=[371, 1746, 562, 1760]
directory-entry: — Jul., PolBeamt., Carl-Bremer-Ring 22 ✉ Bra bbox=[106, 770, 349, 801]
adjacent-page-fragment: k 10 26 bbox=[0, 2312, 46, 2326]
directory-entry: — Karl, Schuhm, Karolinenstr 27 ✉ 6 bbox=[106, 921, 322, 935]
directory-entry: — Erwin, ElTechn., Kegelhofstr. 10 bbox=[106, 1380, 308, 1393]
directory-entry: — jun Herb, Maur, HornerLandstr427 bbox=[371, 1493, 592, 1508]
directory-entry: — Elsa, Pezolddamm 10 ✉ Bra bbox=[861, 547, 1038, 561]
directory-entry: — Herm., Gips., Gustav-Adolf-Str.18c bbox=[106, 1598, 321, 1613]
directory-entry: — Ferd., Molkereiprod. ☏ 76 12 67, Am Frankenberg 3 ✉ Harb bbox=[371, 1107, 606, 1137]
directory-entry: — Heinr., Masch., Weddestr. 110 bbox=[609, 1895, 800, 1908]
surname-heading: Kroepels — bbox=[609, 1583, 685, 1597]
directory-entry: — Hugo, Lagerist ☏ 43 48 89, Bernstorffstr 65 ✉ Alt bbox=[861, 1857, 1040, 1888]
adjacent-page-fragment bbox=[0, 841, 56, 864]
surname-heading: Krösa — bbox=[861, 1657, 916, 1672]
adjacent-page-fragment: 211 20 bbox=[0, 2336, 42, 2350]
